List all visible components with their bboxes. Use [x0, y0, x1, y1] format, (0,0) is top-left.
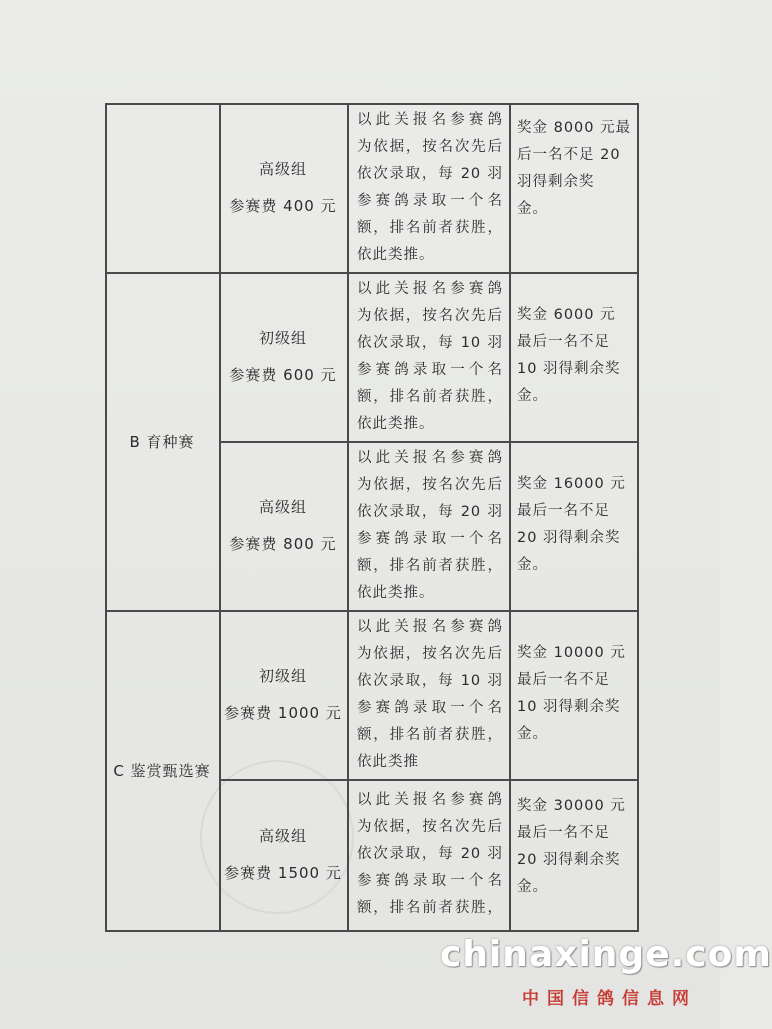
- group-cell: [219, 441, 347, 610]
- watermark-domain: chinaxinge.com: [440, 934, 772, 975]
- rule-line: 以此关报名参赛鸽: [357, 111, 503, 128]
- group-cell: [219, 272, 347, 441]
- rule-line: 为依据，按名次先后: [357, 819, 503, 835]
- rule-line: 参赛鸽录取一个名: [357, 699, 503, 716]
- entry-fee: 参赛费 400 元: [229, 196, 337, 215]
- prize-line: 奖金 6000 元: [517, 307, 616, 323]
- rule-line: 额，排名前者获胜，: [357, 557, 503, 574]
- rule-line: 为依据，按名次先后: [357, 307, 503, 324]
- rule-line: 依此类推。: [357, 415, 435, 432]
- rule-cell: [347, 103, 509, 272]
- rule-line: 依次录取，每 20 羽: [357, 503, 503, 520]
- prize-line: 奖金 10000 元: [517, 645, 626, 661]
- prize-cell: [509, 272, 637, 441]
- prize-line: 最后一名不足: [517, 334, 610, 350]
- rule-line: 依次录取，每 10 羽: [357, 334, 503, 351]
- group-name: 高级组: [258, 826, 307, 845]
- prize-line: 奖金 8000 元最: [517, 120, 632, 136]
- category-label: C 鉴赏甄选赛: [113, 761, 211, 780]
- rule-line: 参赛鸽录取一个名: [357, 530, 503, 547]
- prize-cell: [509, 103, 637, 272]
- category-label: B 育种赛: [129, 432, 195, 451]
- rule-cell: [347, 272, 509, 441]
- rule-line: 依此类推。: [357, 584, 435, 601]
- group-name: 初级组: [258, 666, 307, 685]
- group-name: 高级组: [258, 497, 307, 516]
- prize-line: 奖金 16000 元: [517, 476, 626, 492]
- prize-line: 10 羽得剩余奖: [517, 361, 621, 377]
- prize-line: 金。: [517, 557, 548, 573]
- prize-cell: [509, 441, 637, 610]
- group-cell: [219, 610, 347, 779]
- prize-cell: [509, 610, 637, 779]
- rule-line: 额，排名前者获胜，: [357, 726, 503, 743]
- rule-line: 参赛鸽录取一个名: [357, 873, 503, 889]
- rule-line: 参赛鸽录取一个名: [357, 192, 503, 209]
- rule-line: 参赛鸽录取一个名: [357, 361, 503, 378]
- rule-line: 额，排名前者获胜，: [357, 388, 503, 405]
- entry-fee: 参赛费 1500 元: [224, 863, 342, 882]
- prize-line: 羽得剩余奖: [517, 174, 595, 190]
- rule-cell: [347, 610, 509, 779]
- rule-cell: [347, 441, 509, 610]
- rule-line: 以此关报名参赛鸽: [357, 449, 503, 466]
- group-cell: [219, 103, 347, 272]
- prize-line: 金。: [517, 879, 548, 895]
- prize-line: 最后一名不足: [517, 672, 610, 688]
- table-border-right: [637, 103, 639, 932]
- prize-line: 10 羽得剩余奖: [517, 699, 621, 715]
- rule-line: 额，排名前者获胜，: [357, 219, 503, 236]
- category-cell: [105, 610, 219, 930]
- rule-line: 为依据，按名次先后: [357, 138, 503, 155]
- rule-line: 为依据，按名次先后: [357, 476, 503, 493]
- group-name: 高级组: [258, 159, 307, 178]
- prize-line: 20 羽得剩余奖: [517, 852, 621, 868]
- rule-line: 依此类推。: [357, 246, 435, 263]
- entry-fee: 参赛费 1000 元: [224, 703, 342, 722]
- prize-line: 奖金 30000 元: [517, 798, 626, 814]
- prize-cell: [509, 779, 637, 930]
- group-name: 初级组: [258, 328, 307, 347]
- rule-line: 依次录取，每 20 羽: [357, 165, 503, 182]
- prize-line: 后一名不足 20: [517, 147, 621, 163]
- table-border-bottom: [105, 930, 639, 932]
- watermark-site-name: 中国信鸽信息网: [522, 989, 697, 1009]
- prize-line: 金。: [517, 201, 548, 217]
- entry-fee: 参赛费 800 元: [229, 534, 337, 553]
- rule-line: 依次录取，每 10 羽: [357, 672, 503, 689]
- group-cell: [219, 779, 347, 930]
- rule-cell: [347, 779, 509, 930]
- entry-fee: 参赛费 600 元: [229, 365, 337, 384]
- prize-line: 20 羽得剩余奖: [517, 530, 621, 546]
- prize-line: 金。: [517, 726, 548, 742]
- rule-line: 以此关报名参赛鸽: [357, 792, 503, 808]
- competition-table: [105, 103, 639, 932]
- rule-line: 依次录取，每 20 羽: [357, 846, 503, 862]
- rule-line: 为依据，按名次先后: [357, 645, 503, 662]
- rule-line: 以此关报名参赛鸽: [357, 618, 503, 635]
- rule-line: 依此类推: [357, 753, 419, 770]
- prize-line: 最后一名不足: [517, 503, 610, 519]
- prize-line: 最后一名不足: [517, 825, 610, 841]
- rule-line: 以此关报名参赛鸽: [357, 280, 503, 297]
- category-cell: [105, 272, 219, 610]
- rule-line: 额，排名前者获胜，: [357, 900, 503, 916]
- prize-line: 金。: [517, 388, 548, 404]
